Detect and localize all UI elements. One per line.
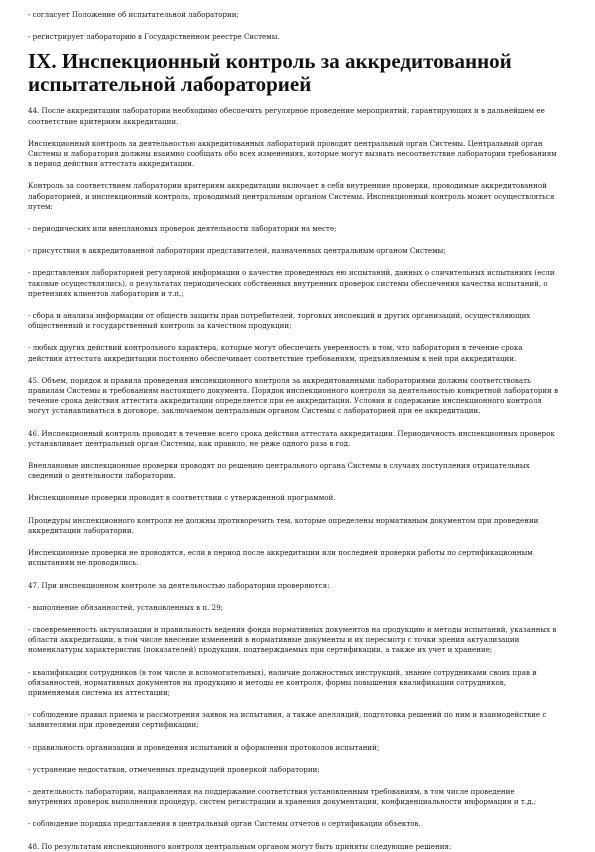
list-item: - представления лабораторией регулярной информации о качестве проведенных ею испытаний, данных о сличительных испытаниях (если таковые осуществлялись), о результатах периодических собственных внутренних проверок системы обеспечения качества испытаний, о претензиях клиентов лаборатории и т.п.; — [28, 268, 555, 298]
paragraph: 48. По результатам инспекционного контроля центральным органом могут быть приняты следующие решения: — [28, 841, 452, 851]
list-item: - правильность организации и проведения испытаний и оформления протоколов испытаний; — [28, 742, 380, 752]
paragraph: - согласует Положение об испытательной лаборатории; — [28, 10, 239, 19]
list-item: - деятельность лаборатории, направленная на поддержание соответствия установленным требованиям, в том числе проведение внутренних проверок выполнения процедур, систем регистрации и хранения документации, конфиденциальности информации и т.д.; — [28, 786, 537, 807]
document-body — [28, 106, 559, 851]
paragraph: 44. После аккредитации лаборатории необходимо обеспечить регулярное проведение мероприятий, гарантирующих и в дальнейшем ее соответствие критериям аккредитации. — [28, 106, 545, 126]
paragraph: 47. При инспекционном контроле за деятельностью лаборатории проверяются: — [28, 580, 330, 590]
paragraph: 45. Объем, порядок и правила проведения инспекционного контроля за аккредитованными лабораториями должны соответствовать правилам Системы и требованиям настоящего документа. Порядок инспекционного контроля за деятельностью конкретной лаборатории в течение срока действия аттестата аккредитации определяется при ее аккредитации. Условия и содержание инспекционного контроля могут устанавливаться в договоре, заключаемом центральным органом Системы с лабораторией при ее аккредитации. — [28, 375, 559, 416]
paragraph: Инспекционные проверки не проводятся, если в период после аккредитации или последней проверки работы по сертификационным испытаниям не проводились. — [28, 548, 533, 568]
list-item: - квалификация сотрудников (в том числе и вспомогательных), наличие должностных инструкций, знание сотрудниками своих прав и обязанностей, нормативных документов на продукцию и методы ее контроля, формы повышения квалификации сотрудников, применяемая система их аттестации; — [28, 667, 537, 697]
paragraph: Контроль за соответствием лаборатории критериям аккредитации включает в себя внутренние проверки, проводимые аккредитованной лабораторией, и инспекционный контроль, проводимый центральным органом Системы. Инспекционный контроль может осуществляться путем: — [28, 181, 555, 211]
paragraph: Инспекционные проверки проводят в соответствии с утвержденной программой. — [28, 493, 336, 503]
paragraph: Инспекционный контроль за деятельностью аккредитованных лабораторий проводит центральный орган Системы. Центральный орган Системы и лаборатория должны взаимно сообщать обо всех изменениях, которые могут вызвать несоответствие лаборатории требованиям в период действия аттестата аккредитации. — [28, 138, 557, 169]
list-item: - любых других действий контрольного характера, которые могут обеспечить уверенность в том, что лаборатория в течение срока действия аттестата аккредитации постоянно обеспечивает соответствие требованиям, предъявляемым к ней при аккредитации. — [28, 343, 523, 363]
list-item: - сбора и анализа информации от обществ защиты прав потребителей, торговых инспекций и других организаций, осуществляющих общественный и государственный контроль за качеством продукции; — [28, 311, 531, 331]
list-item: - устранение недостатков, отмеченных предыдущей проверкой лаборатории; — [28, 764, 320, 774]
list-item: - соблюдение правил приема и рассмотрения заявок на испытания, а также апелляций, подготовка решений по ним и взаимодействие с заявителями при проведении сертификации; — [28, 710, 547, 730]
paragraph: - регистрирует лабораторию в Государственном реестре Системы. — [28, 32, 280, 42]
paragraph: 46. Инспекционный контроль проводят в течение всего срока действия аттестата аккредитации. Периодичность инспекционных проверок устанавливает центральный орган Системы, как правило, не реже одного раза в год. — [28, 428, 555, 448]
list-item: - присутствия в аккредитованной лаборатории представителей, назначенных центральным органом Системы; — [28, 246, 446, 256]
paragraph: Процедуры инспекционного контроля не должны противоречить тем, которые определены нормативным документом при проведении аккредитации лаборатории. — [28, 515, 539, 535]
paragraph: Внеплановые инспекционные проверки проводят по решению центрального органа Системы в случаях поступления отрицательных сведений о деятельности лаборатории. — [28, 461, 530, 481]
list-item: - своевременность актуализации и правильность ведения фонда нормативных документов на продукцию и методы испытаний, указанных в области аккредитации, в том числе внесение изменений в нормативные документы и их пересмотр с точки зрения актуализации номенклатуры характеристик (показателей) продукции, подтверждаемых при сертификации, а также их учет и хранение; — [28, 624, 557, 655]
list-item: - выполнение обязанностей, установленных в п. 29; — [28, 602, 224, 612]
list-item: - соблюдение порядка представления в центральный орган Системы отчетов о сертификации объектов. — [28, 819, 421, 829]
section-heading: IX. Инспекционный контроль за аккредитованной испытательной лабораторией — [28, 49, 512, 97]
list-item: - периодических или внеплановых проверок деятельности лаборатории на месте; — [28, 224, 337, 234]
